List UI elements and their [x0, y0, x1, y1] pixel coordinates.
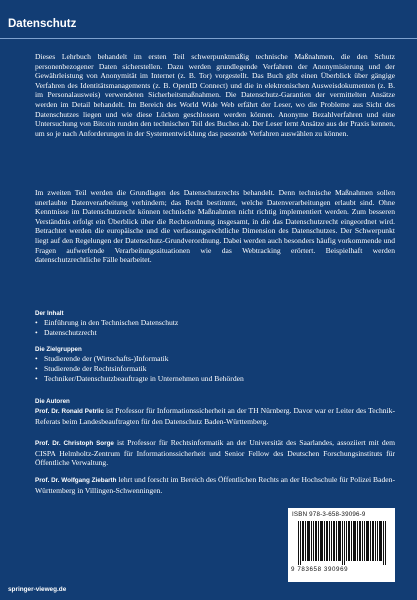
- law-paragraph: Im zweiten Teil werden die Grundlagen des Datenschutzrechts behandelt. Denn technische Maßnahmen sollen unerlaubte Datenverarbeitung verhindern; das Recht bestimmt, welche Datenverarbeitungen erlaubt sind. Ohne Kenntnisse im Datenschutzrecht können technische Maßnahmen nicht richtig implementiert werden. Zum besseren Verständnis erfolgt ein Überblick über die Rechtsordnung insgesamt, in die das Datenschutzrecht eingeordnet wird. Betrachtet werden die europäische und die verfassungsrechtliche Dimension des Datenschutzes. Der Schwerpunkt liegt auf den Regelungen der Datenschutz-Grundverordnung. Dabei werden auch besonders häufig vorkommende und Fragen aufwerfende Verarbeitungssituationen wie das Webtracking erörtert. Beispielhaft werden datenschutzrechtliche Fälle bearbeitet.: [35, 188, 395, 265]
- author-description: ist Professor für Informationssicherheit an der TH Nürnberg. Davor war er Leiter des Technik-Referats beim Landesbeauftragten für den Datenschutz Baden-Württemberg.: [35, 406, 395, 426]
- publisher-url[interactable]: springer-vieweg.de: [8, 586, 67, 593]
- author-description: ist Professor für Rechtsinformatik an der Universität des Saarlandes, assoziiert mit dem CISPA Helmholtz-Zentrum für Informationssicherheit und Senior Fellow des Deutschen Forschungsinstituts für Öffentliche Verwaltung.: [35, 438, 395, 468]
- list-item: • Datenschutzrecht: [35, 327, 97, 337]
- bullet-icon: •: [35, 327, 38, 337]
- book-title: Datenschutz: [8, 18, 77, 30]
- audience-list: [35, 354, 395, 383]
- intro-paragraph: Dieses Lehrbuch behandelt im ersten Teil schwerpunktmäßig technische Maßnahmen, die den Schutz personenbezogener Daten sicherstellen. Dazu werden grundlegende Verfahren der Anonymisierung und der Gewährleistung von Anonymität im Internet (z. B. Tor) vorgestellt. Das Buch gibt einen Überblick über gängige Verfahren des Identitätsmanagements (z. B. OpenID Connect) und die in elektronischen Ausweisdokumenten (z. B. im Personalausweis) verwendeten Sicherheitsmaßnahmen. Die Datenschutz-Garantien der vermittelten Ansätze werden im Detail behandelt. Im Bereich des World Wide Web erfährt der Leser, wo die Probleme aus Sicht des Datenschutzes liegen und wie diese Lücken geschlossen werden können. Anonyme Bezahlverfahren und eine Untersuchung von Bitcoin runden den technischen Teil des Buches ab. Der Leser lernt Ansätze aus der Praxis kennen, um so je nach Anforderungen in der Systementwicklung das passende Verfahren auswählen zu können.: [35, 52, 395, 138]
- bullet-icon: •: [35, 354, 38, 363]
- list-item: • Studierende der (Wirtschafts-)Informatik: [35, 354, 169, 363]
- author-name: Prof. Dr. Christoph Sorge: [35, 440, 114, 447]
- bullet-icon: •: [35, 318, 38, 327]
- author-bio: [35, 406, 395, 426]
- barcode-digits: 9 783658 390969: [291, 566, 349, 573]
- audience-heading: Die Zielgruppen: [35, 346, 82, 353]
- author-description: lehrt und forscht im Bereich des Öffentlichen Rechts an der Hochschule für Polizei Baden-Württemberg in Villingen-Schwenningen.: [35, 475, 395, 495]
- bullet-icon: •: [35, 363, 38, 373]
- isbn-barcode-box: [288, 508, 395, 582]
- authors-heading: Die Autoren: [35, 398, 70, 405]
- bullet-icon: •: [35, 373, 38, 383]
- author-bio: [35, 438, 395, 468]
- author-name: Prof. Dr. Ronald Petrlic: [35, 408, 105, 415]
- contents-heading: Der Inhalt: [35, 310, 64, 317]
- contents-list: [35, 318, 395, 338]
- author-bio: [35, 475, 395, 495]
- list-item: • Einführung in den Technischen Datenschutz: [35, 318, 179, 327]
- title-divider: [0, 38, 417, 39]
- list-item: • Techniker/Datenschutzbeauftragte in Unternehmen und Behörden: [35, 373, 244, 383]
- author-name: Prof. Dr. Wolfgang Ziebarth: [35, 477, 117, 484]
- barcode-icon: [298, 521, 388, 565]
- list-item: • Studierende der Rechtsinformatik: [35, 363, 147, 373]
- isbn-label: ISBN 978-3-658-39096-9: [292, 511, 366, 518]
